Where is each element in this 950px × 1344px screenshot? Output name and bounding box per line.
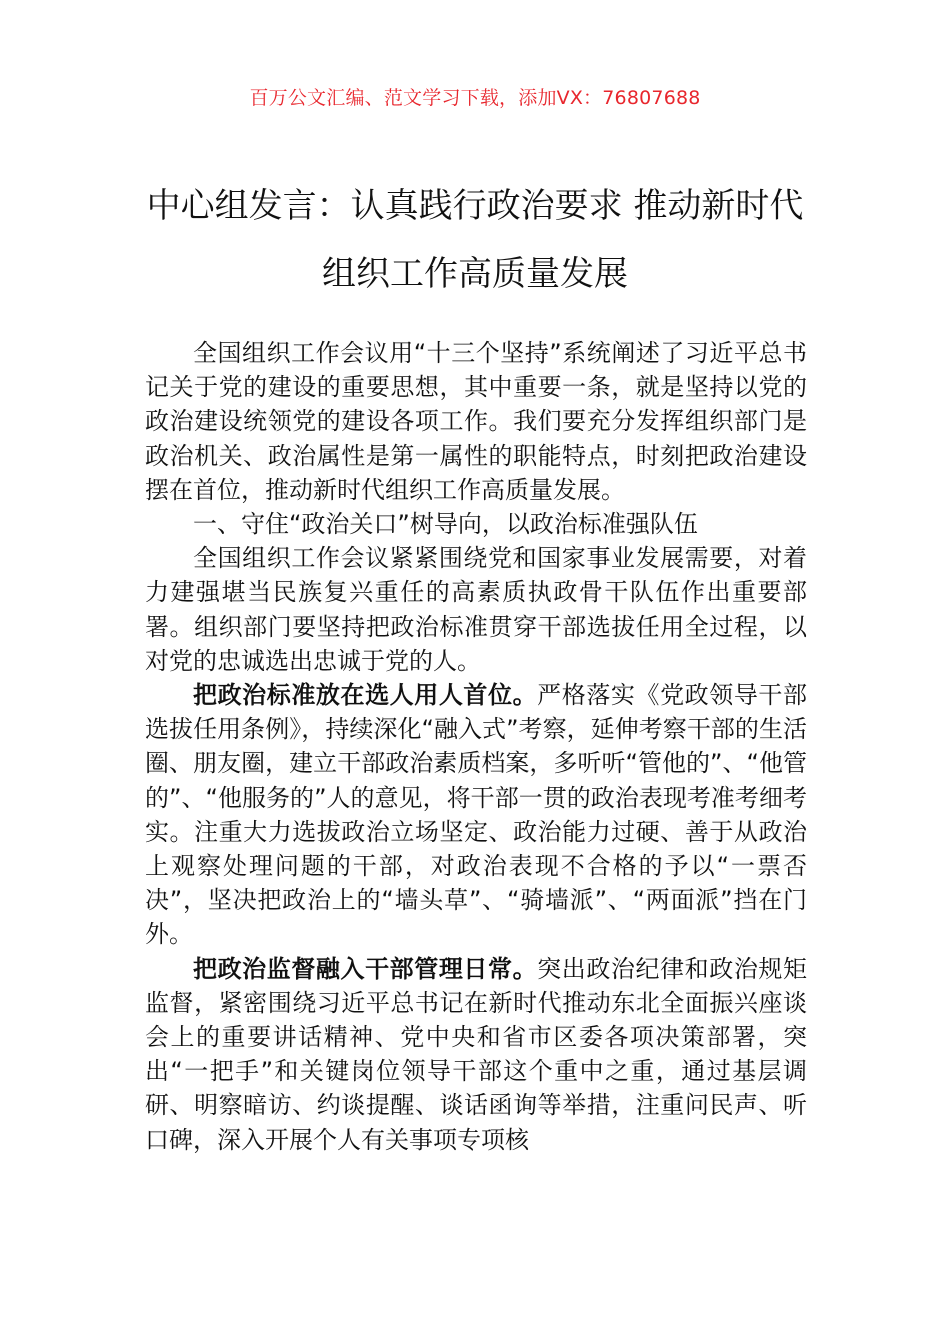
paragraph-lead-bold: 把政治标准放在选人用人首位。 (193, 681, 538, 710)
watermark-banner: 百万公文汇编、范文学习下载，添加VX：76807688 (249, 87, 701, 109)
section-heading-1: 一、守住“政治关口”树导向，以政治标准强队伍 (193, 510, 698, 539)
document-title: 中心组发言：认真践行政治要求 推动新时代组织工作高质量发展 (146, 186, 804, 294)
paragraph-intro: 全国组织工作会议用“十三个坚持”系统阐述了习近平总书记关于党的建设的重要思想，其中重要一条，就是坚持以党的政治建设统领党的建设各项工作。我们要充分发挥组织部门是政治机关、政治属性是第一属性的职能特点，时刻把政治建设摆在首位，推动新时代组织工作高质量发展。 (145, 339, 807, 504)
paragraph-text: 突出政治纪律和政治规矩监督，紧密围绕习近平总书记在新时代推动东北全面振兴座谈会上的重要讲话精神、党中央和省市区委各项决策部署，突出“一把手”和关键岗位领导干部这个重中之重，通过基层调研、明察暗访、约谈提醒、谈话函询等举措，注重问民声、听口碑，深入开展个人有关事项专项核 (145, 954, 808, 1154)
paragraph-political-standard (145, 678, 807, 952)
document-body (145, 336, 807, 1157)
paragraph-lead-bold: 把政治监督融入干部管理日常。 (193, 954, 538, 983)
paragraph-political-supervision (145, 952, 807, 1157)
paragraph-text: 严格落实《党政领导干部选拔任用条例》，持续深化“融入式”考察，延伸考察干部的生活圈、朋友圈，建立干部政治素质档案，多听听“管他的”、“他管的”、“他服务的”人的意见，将干部一贯的政治表现考准考细考实。注重大力选拔政治立场坚定、政治能力过硬、善于从政治上观察处理问题的干部，对政治表现不合格的予以“一票否决”，坚决把政治上的“墙头草”、“骑墙派”、“两面派”挡在门外。 (145, 681, 808, 949)
paragraph-section-1: 全国组织工作会议紧紧围绕党和国家事业发展需要，对着力建强堪当民族复兴重任的高素质执政骨干队伍作出重要部署。组织部门要坚持把政治标准贯穿干部选拔任用全过程，以对党的忠诚选出忠诚于党的人。 (145, 544, 807, 675)
